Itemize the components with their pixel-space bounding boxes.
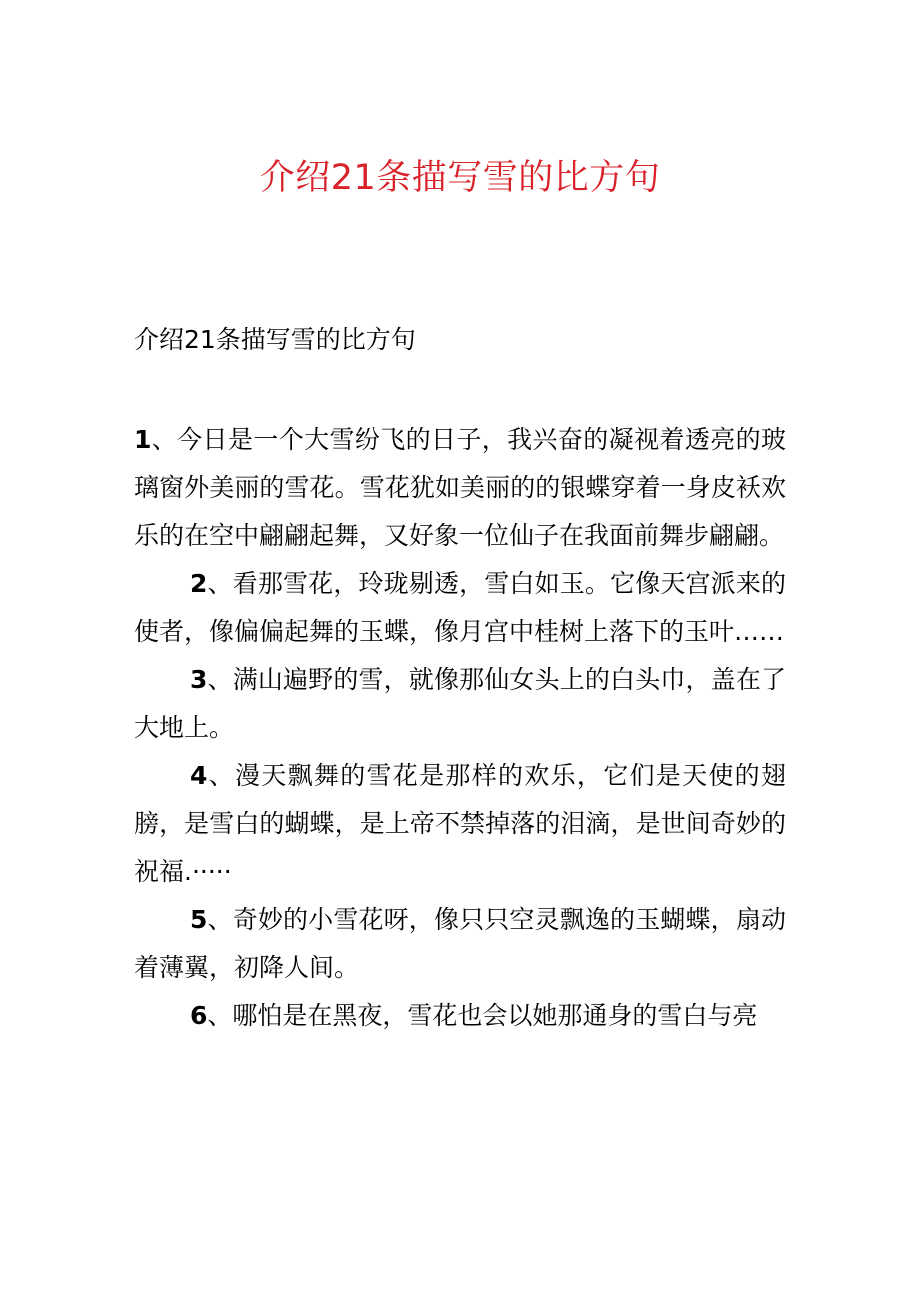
paragraph-text: 、奇妙的小雪花呀，像只只空灵飘逸的玉蝴蝶，扇动着薄翼，初降人间。 xyxy=(134,905,786,982)
paragraph-1 xyxy=(134,416,786,560)
paragraph-3 xyxy=(134,656,786,752)
paragraph-number: 4 xyxy=(190,761,208,790)
paragraph-text: 、看那雪花，玲珑剔透，雪白如玉。它像天宫派来的使者，像偏偏起舞的玉蝶，像月宫中桂树上落下的玉叶…… xyxy=(134,569,786,646)
paragraph-number: 2 xyxy=(190,569,208,598)
document-subtitle: 介绍21条描写雪的比方句 xyxy=(134,325,416,354)
paragraph-number: 1 xyxy=(134,425,152,454)
paragraph-5 xyxy=(134,896,786,992)
paragraph-2 xyxy=(134,560,786,656)
paragraph-4 xyxy=(134,752,786,896)
paragraph-text: 、满山遍野的雪，就像那仙女头上的白头巾，盖在了大地上。 xyxy=(134,665,786,742)
document-body xyxy=(134,416,786,1040)
paragraph-6 xyxy=(134,992,786,1040)
paragraph-number: 3 xyxy=(190,665,208,694)
document-title: 介绍21条描写雪的比方句 xyxy=(259,158,661,198)
paragraph-number: 5 xyxy=(190,905,208,934)
paragraph-text: 、今日是一个大雪纷飞的日子，我兴奋的凝视着透亮的玻璃窗外美丽的雪花。雪花犹如美丽的的银蝶穿着一身皮袄欢乐的在空中翩翩起舞，又好象一位仙子在我面前舞步翩翩。 xyxy=(134,425,786,550)
paragraph-number: 6 xyxy=(190,1001,208,1030)
paragraph-text: 、哪怕是在黑夜，雪花也会以她那通身的雪白与亮 xyxy=(207,1001,758,1030)
paragraph-text: 、漫天飘舞的雪花是那样的欢乐，它们是天使的翅膀，是雪白的蝴蝶，是上帝不禁掉落的泪滴，是世间奇妙的祝福.····· xyxy=(134,761,786,886)
